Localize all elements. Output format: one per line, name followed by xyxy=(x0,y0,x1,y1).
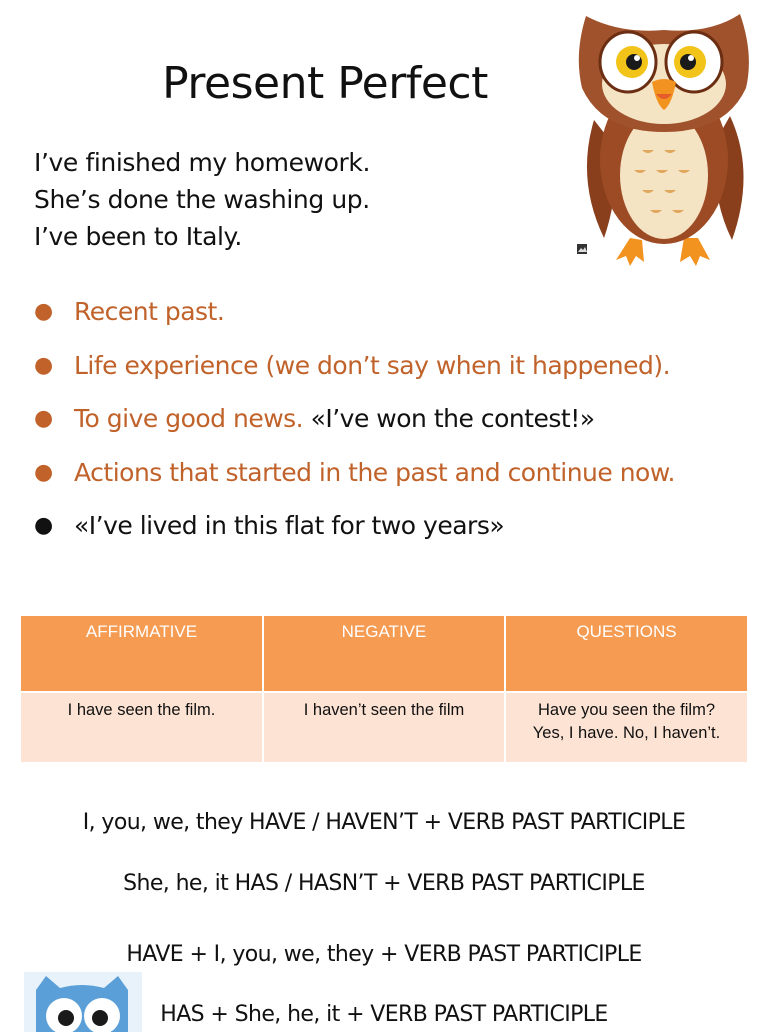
rule-affirmative-singular: She, he, it HAS / HASN’T + VERB PAST PARTICIPLE xyxy=(123,871,645,896)
bullet-icon: ● xyxy=(34,406,53,431)
cell-affirmative: I have seen the film. xyxy=(21,692,263,762)
cell-negative: I haven’t seen the film xyxy=(263,692,505,762)
list-item: ● Life experience (we don’t say when it happened). xyxy=(34,346,675,400)
cell-questions: Have you seen the film? Yes, I have. No, I haven’t. xyxy=(505,692,747,762)
usage-list xyxy=(34,292,675,560)
bullet-icon: ● xyxy=(34,299,53,324)
rule-affirmative-plural: I, you, we, they HAVE / HAVEN’T + VERB PAST PARTICIPLE xyxy=(82,810,686,835)
header-affirmative: AFFIRMATIVE xyxy=(21,616,263,692)
image-placeholder-icon xyxy=(577,244,587,254)
table-row xyxy=(21,692,747,762)
rule-question-plural: HAVE + I, you, we, they + VERB PAST PARTICIPLE xyxy=(126,942,642,967)
example-quote: «I’ve won the contest!» xyxy=(303,404,595,433)
blue-owl-illustration xyxy=(24,972,142,1032)
example-sentences xyxy=(34,144,370,255)
example-sentence: I’ve been to Italy. xyxy=(34,222,242,251)
bullet-icon: ● xyxy=(34,459,53,485)
example-sentence: I’ve finished my homework. xyxy=(34,148,371,177)
list-item: ● Actions that started in the past and continue now. xyxy=(34,453,675,507)
table-header-row xyxy=(21,616,747,692)
conjugation-table xyxy=(21,616,747,762)
header-questions: QUESTIONS xyxy=(505,616,747,692)
list-item: ● «I’ve lived in this flat for two years» xyxy=(34,506,675,560)
header-negative: NEGATIVE xyxy=(263,616,505,692)
page-title: Present Perfect xyxy=(162,58,488,109)
example-sentence: She’s done the washing up. xyxy=(34,185,370,214)
bullet-icon: ● xyxy=(34,352,53,378)
rule-question-singular: HAS + She, he, it + VERB PAST PARTICIPLE xyxy=(160,1002,608,1027)
bullet-icon: ● xyxy=(34,513,53,538)
list-item: ● To give good news. «I’ve won the contest!» xyxy=(34,399,675,453)
list-item: ● Recent past. xyxy=(34,292,675,346)
owl-illustration xyxy=(572,10,760,272)
